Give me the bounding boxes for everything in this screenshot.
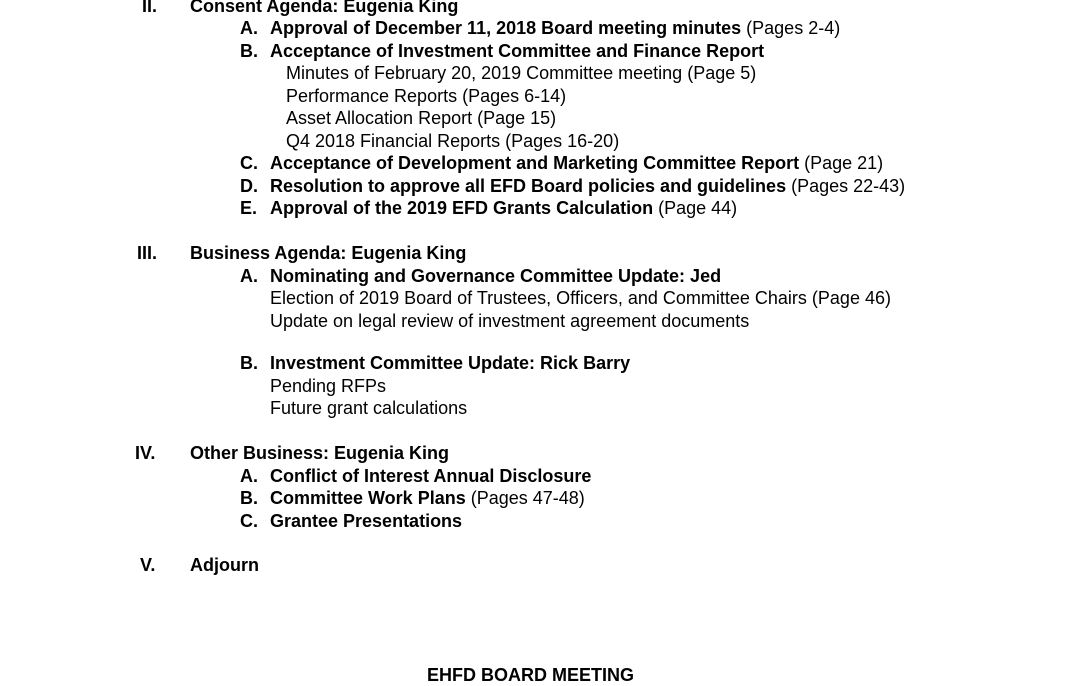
item-letter: D.: [240, 176, 258, 196]
item-pages: (Pages 2-4): [741, 18, 841, 38]
agenda-item: [270, 487, 585, 509]
item-letter: A.: [240, 18, 258, 38]
sub-item: Update on legal review of investment agreement documents: [270, 311, 750, 331]
item-pages: (Page 44): [653, 198, 738, 218]
item-title: Resolution to approve all EFD Board policies and guidelines: [270, 176, 787, 196]
item-title: Grantee Presentations: [270, 511, 463, 531]
item-title: Approval of the 2019 EFD Grants Calculation: [270, 198, 654, 218]
agenda-item: [270, 152, 883, 174]
section-title: Consent Agenda: Eugenia King: [190, 0, 459, 16]
item-title: Nominating and Governance Committee Update: Jed: [270, 266, 722, 286]
agenda-item: [270, 17, 840, 39]
item-pages: (Page 21): [799, 153, 884, 173]
agenda-item: [270, 197, 737, 219]
sub-item: Performance Reports (Pages 6-14): [286, 86, 567, 106]
footer-heading: EHFD BOARD MEETING: [427, 665, 634, 685]
section-title: Adjourn: [190, 555, 259, 575]
item-title: Acceptance of Investment Committee and Finance Report: [270, 41, 765, 61]
section-numeral: III.: [137, 243, 158, 263]
item-title: Investment Committee Update: Rick Barry: [270, 353, 631, 373]
item-letter: A.: [240, 266, 258, 286]
item-letter: E.: [240, 198, 258, 218]
item-title: Committee Work Plans: [270, 488, 466, 508]
section-numeral: V.: [140, 555, 156, 575]
sub-item: Minutes of February 20, 2019 Committee meeting (Page 5): [286, 63, 757, 83]
item-title: Acceptance of Development and Marketing Committee Report: [270, 153, 800, 173]
item-pages: (Pages 47-48): [465, 488, 585, 508]
section-title: Business Agenda: Eugenia King: [190, 243, 467, 263]
sub-item: Asset Allocation Report (Page 15): [286, 108, 557, 128]
sub-item: Future grant calculations: [270, 398, 468, 418]
sub-item: Pending RFPs: [270, 376, 387, 396]
item-letter: A.: [240, 466, 258, 486]
item-letter: C.: [240, 153, 258, 173]
item-title: Conflict of Interest Annual Disclosure: [270, 466, 592, 486]
item-letter: B.: [240, 488, 258, 508]
section-numeral: IV.: [135, 443, 156, 463]
item-pages: (Pages 22-43): [786, 176, 906, 196]
item-letter: B.: [240, 41, 258, 61]
item-letter: C.: [240, 511, 258, 531]
sub-item: Election of 2019 Board of Trustees, Officers, and Committee Chairs (Page 46): [270, 288, 891, 308]
item-letter: B.: [240, 353, 258, 373]
section-title: Other Business: Eugenia King: [190, 443, 450, 463]
item-title: Approval of December 11, 2018 Board meeting minutes: [270, 18, 742, 38]
agenda-item: [270, 175, 905, 197]
sub-item: Q4 2018 Financial Reports (Pages 16-20): [286, 131, 620, 151]
section-numeral: II.: [142, 0, 158, 16]
